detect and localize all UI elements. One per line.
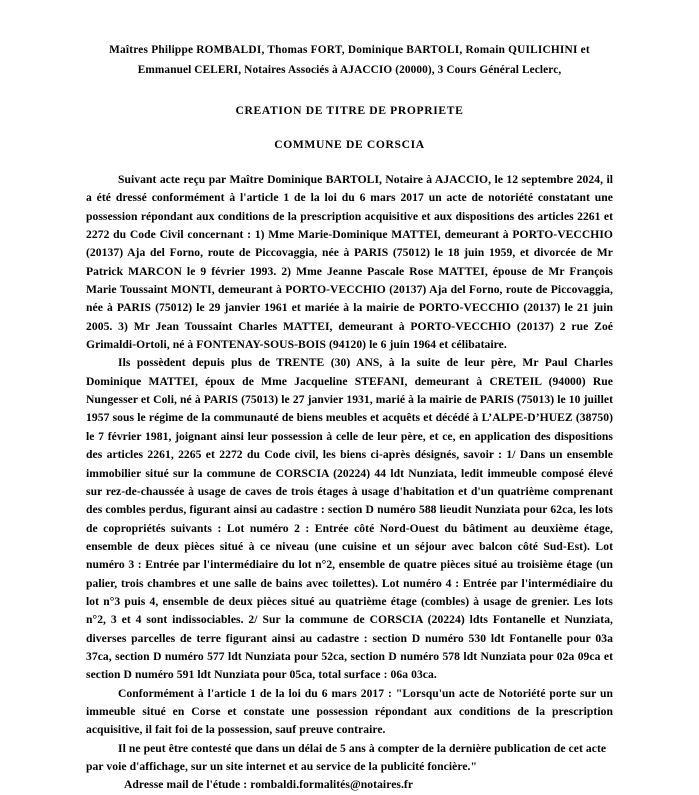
header-notaries-line-2: Emmanuel CELERI, Notaires Associés à AJACCIO (20000), 3 Cours Général Leclerc,	[137, 64, 562, 76]
paragraph-article-1-citation: Conformément à l'article 1 de la loi du 6 mars 2017 : "Lorsqu'un acte de Notoriété porte sur un immeuble situé en Corse et constate une possession répondant aux conditions de la prescription acquisitive, il fait foi de la possession, sauf preuve contraire.	[86, 686, 613, 737]
page-subtitle-commune: COMMUNE DE CORSCIA	[274, 138, 425, 151]
document-body	[86, 171, 613, 795]
contact-email-line: Adresse mail de l'étude : rombaldi.formalités@notaires.fr	[124, 778, 414, 792]
page-title: CREATION DE TITRE DE PROPRIETE	[235, 104, 464, 117]
paragraph-acte-notoriete: Suivant acte reçu par Maître Dominique BARTOLI, Notaire à AJACCIO, le 12 septembre 2024, il a été dressé conformément à l'article 1 de la loi du 6 mars 2017 un acte de notoriété constatant une possession répondant aux conditions de la prescription acquisitive et aux dispositions des articles 2261 et 2272 du Code Civil concernant : 1) Mme Marie-Dominique MATTEI, demeurant à PORTO-VECCHIO (20137) Aja del Forno, route de Piccovaggia, née à PARIS (75012) le 18 juin 1959, et divorcée de Mr Patrick MARCON le 9 février 1993. 2) Mme Jeanne Pascale Rose MATTEI, épouse de Mr François Marie Toussaint MONTI, demeurant à PORTO-VECCHIO (20137) Aja del Forno, route de Piccovaggia, née à PARIS (75012) le 29 janvier 1961 et mariée à la mairie de PORTO-VECCHIO (20137) le 21 juin 2005. 3) Mr Jean Toussaint Charles MATTEI, demeurant à PORTO-VECCHIO (20137) 2 rue Zoé Grimaldi-Ortoli, né à FONTENAY-SOUS-BOIS (94120) le 6 juin 1964 et célibataire.	[86, 173, 613, 352]
header-notaries-line-1: Maîtres Philippe ROMBALDI, Thomas FORT, Dominique BARTOLI, Romain QUILICHINI et	[109, 44, 590, 56]
document-header	[86, 40, 613, 80]
paragraph-delai-contestation: Il ne peut être contesté que dans un délai de 5 ans à compter de la dernière publication de cet acte par voie d'affichage, sur un site internet et au service de la publicité foncière."	[86, 741, 607, 773]
paragraph-possession-biens: Ils possèdent depuis plus de TRENTE (30) ANS, à la suite de leur père, Mr Paul Charles Dominique MATTEI, époux de Mme Jacqueline STEFANI, demeurant à CRETEIL (94000) Rue Nungesser et Coli, né à PARIS (75013) le 27 janvier 1931, marié à la mairie de PARIS (75013) le 10 juillet 1957 sous le régime de la communauté de biens meubles et acquêts et décédé à L’ALPE-D’HUEZ (38750) le 7 février 1981, joignant ainsi leur possession à celle de leur père, et ce, en application des dispositions des articles 2261, 2265 et 2272 du Code civil, les biens ci-après désignés, savoir : 1/ Dans un ensemble immobilier situé sur la commune de CORSCIA (20224) 44 ldt Nunziata, ledit immeuble composé élevé sur rez-de-chaussée à usage de caves de trois étages à usage d'habitation et d'un quatrième comprenant des combles perdus, figurant ainsi au cadastre : section D numéro 588 lieudit Nunziata pour 62ca, les lots de copropriétés suivants : Lot numéro 2 : Entrée côté Nord-Ouest du bâtiment au deuxième étage, ensemble de deux pièces situé à ce niveau (une cuisine et un séjour avec balcon côté Sud-Est). Lot numéro 3 : Entrée par l'intermédiaire du lot n°2, ensemble de quatre pièces situé au troisième étage (un palier, trois chambres et une salle de bains avec toilettes). Lot numéro 4 : Entrée par l'intermédiaire du lot n°3 puis 4, ensemble de deux pièces situé au quatrième étage (combles) à usage de grenier. Les lots n°2, 3 et 4 sont indissociables. 2/ Sur la commune de CORSCIA (20224) ldts Fontanelle et Nunziata, diverses parcelles de terre figurant ainsi au cadastre : section D numéro 530 ldt Fontanelle pour 03a 37ca, section D numéro 577 ldt Nunziata pour 52ca, section D numéro 578 ldt Nunziata pour 02a 09ca et section D numéro 591 ldt Nunziata pour 05ca, total surface : 06a 03ca.	[86, 356, 613, 682]
